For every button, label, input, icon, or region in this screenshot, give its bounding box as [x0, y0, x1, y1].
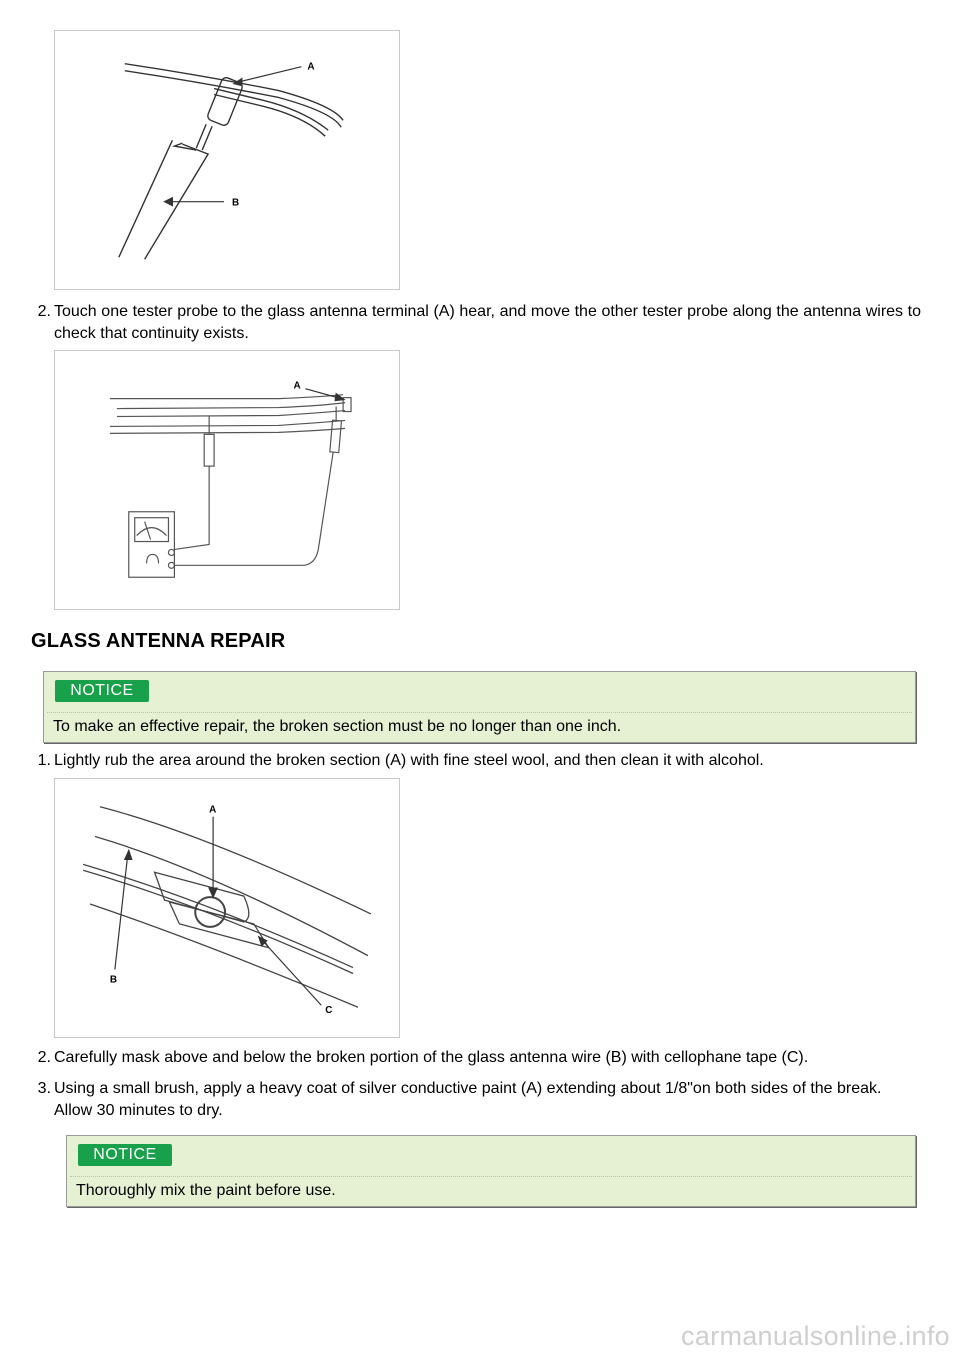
notice-divider [70, 1176, 912, 1177]
step-text: Touch one tester probe to the glass antenna terminal (A) hear, and move the other tester probe along the antenna wires to check that continuity exists. [54, 303, 921, 342]
notice-box [43, 671, 916, 743]
step-text: Using a small brush, apply a heavy coat of silver conductive paint (A) extending about 1/8"on both sides of the break. Allow 30 minutes to dry. [54, 1080, 882, 1119]
notice-divider [47, 712, 912, 713]
step-number: 3. [37, 1080, 51, 1097]
figure-antenna-terminal-probe [54, 30, 400, 290]
label-a: A [209, 804, 217, 816]
step-text: Lightly rub the area around the broken section (A) with fine steel wool, and then clean it with alcohol. [54, 752, 764, 769]
step-number: 2. [37, 1049, 51, 1066]
notice-box [66, 1135, 916, 1207]
label-b: B [109, 974, 118, 986]
notice-text: To make an effective repair, the broken section must be no longer than one inch. [53, 718, 622, 735]
notice-badge: NOTICE [78, 1144, 172, 1166]
figure-broken-section [54, 778, 400, 1038]
section-title: GLASS ANTENNA REPAIR [31, 630, 286, 652]
step-text: Carefully mask above and below the broken portion of the glass antenna wire (B) with cellophane tape (C). [54, 1049, 809, 1066]
watermark: carmanualsonline.info [681, 1321, 950, 1351]
step-repair-2 [31, 1047, 921, 1069]
notice-badge: NOTICE [55, 680, 149, 702]
step-repair-3 [31, 1078, 921, 1122]
label-a: A [293, 380, 301, 392]
label-a: A [307, 61, 315, 73]
label-c: C [325, 1005, 333, 1017]
figure-continuity-test [54, 350, 400, 610]
notice-text: Thoroughly mix the paint before use. [76, 1182, 336, 1199]
label-b: B [231, 197, 240, 209]
step-check-2 [31, 301, 921, 345]
step-number: 2. [37, 303, 51, 320]
step-repair-1 [31, 750, 921, 772]
step-number: 1. [37, 752, 51, 769]
